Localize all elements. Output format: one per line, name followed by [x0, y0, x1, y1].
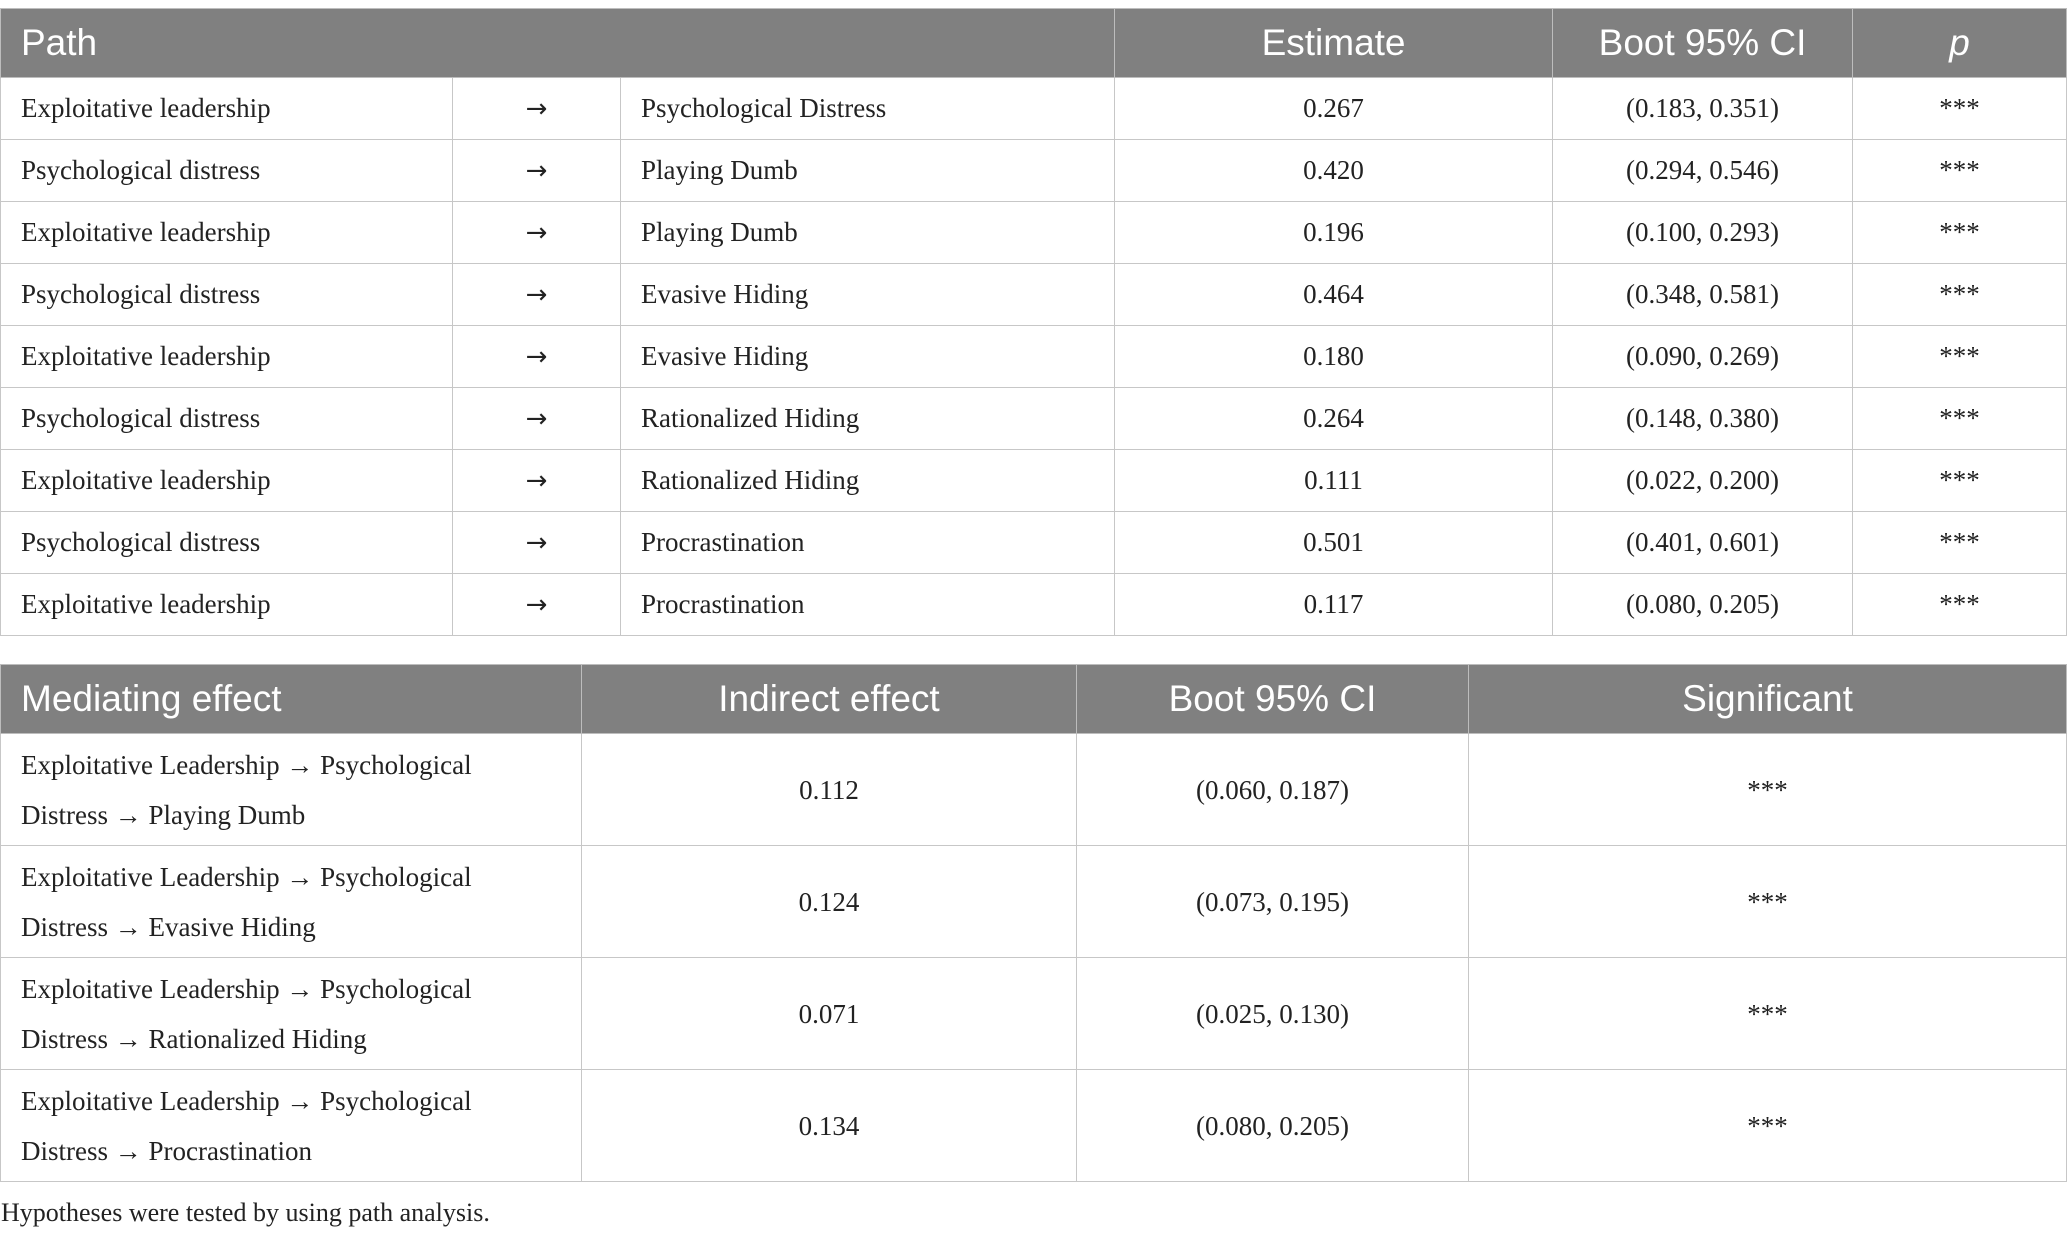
p-value-cell: *** — [1853, 512, 2067, 574]
path-to-cell: Procrastination — [621, 574, 1115, 636]
path-arrow-cell: → — [453, 78, 621, 140]
path-to-cell: Psychological Distress — [621, 78, 1115, 140]
path-arrow-cell: → — [453, 450, 621, 512]
p-value-cell: *** — [1853, 388, 2067, 450]
indirect-effect-cell: 0.124 — [582, 846, 1077, 958]
significant-cell: *** — [1469, 734, 2067, 846]
path-arrow-cell: → — [453, 140, 621, 202]
boot-ci-cell: (0.401, 0.601) — [1553, 512, 1853, 574]
header-boot-ci: Boot 95% CI — [1077, 665, 1469, 734]
path-arrow-cell: → — [453, 512, 621, 574]
path-arrow-cell: → — [453, 326, 621, 388]
estimate-cell: 0.196 — [1115, 202, 1553, 264]
path-from-cell: Exploitative leadership — [1, 574, 453, 636]
mediating-effect-cell: Exploitative Leadership → Psychological Distress → Playing Dumb — [1, 734, 582, 846]
header-indirect-effect: Indirect effect — [582, 665, 1077, 734]
table-row — [1, 264, 2067, 326]
indirect-effect-cell: 0.071 — [582, 958, 1077, 1070]
path-from-cell: Exploitative leadership — [1, 450, 453, 512]
path-to-cell: Evasive Hiding — [621, 326, 1115, 388]
significant-cell: *** — [1469, 958, 2067, 1070]
table-row — [1, 574, 2067, 636]
table-row — [1, 1070, 2067, 1182]
path-from-cell: Exploitative leadership — [1, 78, 453, 140]
path-from-cell: Exploitative leadership — [1, 202, 453, 264]
estimate-cell: 0.117 — [1115, 574, 1553, 636]
boot-ci-cell: (0.348, 0.581) — [1553, 264, 1853, 326]
p-value-cell: *** — [1853, 450, 2067, 512]
p-value-cell: *** — [1853, 326, 2067, 388]
path-arrow-cell: → — [453, 202, 621, 264]
boot-ci-cell: (0.148, 0.380) — [1553, 388, 1853, 450]
boot-ci-cell: (0.080, 0.205) — [1553, 574, 1853, 636]
mediating-effect-cell: Exploitative Leadership → Psychological Distress → Evasive Hiding — [1, 846, 582, 958]
boot-ci-cell: (0.183, 0.351) — [1553, 78, 1853, 140]
p-value-cell: *** — [1853, 264, 2067, 326]
path-to-cell: Rationalized Hiding — [621, 388, 1115, 450]
path-arrow-cell: → — [453, 264, 621, 326]
table-row — [1, 140, 2067, 202]
header-mediating-effect: Mediating effect — [1, 665, 582, 734]
path-to-cell: Evasive Hiding — [621, 264, 1115, 326]
header-path: Path — [1, 9, 1115, 78]
boot-ci-cell: (0.022, 0.200) — [1553, 450, 1853, 512]
boot-ci-cell: (0.073, 0.195) — [1077, 846, 1469, 958]
path-from-cell: Psychological distress — [1, 388, 453, 450]
path-coefficients-table — [0, 8, 2067, 636]
indirect-effect-cell: 0.112 — [582, 734, 1077, 846]
table-row — [1, 78, 2067, 140]
header-significant: Significant — [1469, 665, 2067, 734]
table-row — [1, 958, 2067, 1070]
p-value-cell: *** — [1853, 202, 2067, 264]
path-to-cell: Procrastination — [621, 512, 1115, 574]
table-footnote: Hypotheses were tested by using path analysis. — [1, 1198, 490, 1227]
path-from-cell: Exploitative leadership — [1, 326, 453, 388]
header-boot-ci: Boot 95% CI — [1553, 9, 1853, 78]
header-row — [1, 665, 2067, 734]
table-row — [1, 202, 2067, 264]
estimate-cell: 0.264 — [1115, 388, 1553, 450]
path-to-cell: Playing Dumb — [621, 202, 1115, 264]
estimate-cell: 0.420 — [1115, 140, 1553, 202]
path-from-cell: Psychological distress — [1, 512, 453, 574]
mediating-effects-table — [0, 664, 2067, 1182]
path-from-cell: Psychological distress — [1, 140, 453, 202]
estimate-cell: 0.464 — [1115, 264, 1553, 326]
path-arrow-cell: → — [453, 574, 621, 636]
significant-cell: *** — [1469, 846, 2067, 958]
path-from-cell: Psychological distress — [1, 264, 453, 326]
path-arrow-cell: → — [453, 388, 621, 450]
estimate-cell: 0.180 — [1115, 326, 1553, 388]
estimate-cell: 0.111 — [1115, 450, 1553, 512]
mediating-effect-cell: Exploitative Leadership → Psychological Distress → Rationalized Hiding — [1, 958, 582, 1070]
estimate-cell: 0.267 — [1115, 78, 1553, 140]
header-p: p — [1853, 9, 2067, 78]
boot-ci-cell: (0.080, 0.205) — [1077, 1070, 1469, 1182]
significant-cell: *** — [1469, 1070, 2067, 1182]
table-row — [1, 846, 2067, 958]
header-row — [1, 9, 2067, 78]
table-row — [1, 450, 2067, 512]
boot-ci-cell: (0.025, 0.130) — [1077, 958, 1469, 1070]
estimate-cell: 0.501 — [1115, 512, 1553, 574]
header-estimate: Estimate — [1115, 9, 1553, 78]
table-row — [1, 734, 2067, 846]
table-row — [1, 512, 2067, 574]
table-row — [1, 388, 2067, 450]
path-to-cell: Playing Dumb — [621, 140, 1115, 202]
table-row — [1, 326, 2067, 388]
p-value-cell: *** — [1853, 78, 2067, 140]
p-value-cell: *** — [1853, 574, 2067, 636]
mediating-effect-cell: Exploitative Leadership → Psychological Distress → Procrastination — [1, 1070, 582, 1182]
tables-page — [0, 8, 2066, 1228]
path-to-cell: Rationalized Hiding — [621, 450, 1115, 512]
indirect-effect-cell: 0.134 — [582, 1070, 1077, 1182]
p-value-cell: *** — [1853, 140, 2067, 202]
boot-ci-cell: (0.100, 0.293) — [1553, 202, 1853, 264]
boot-ci-cell: (0.294, 0.546) — [1553, 140, 1853, 202]
boot-ci-cell: (0.090, 0.269) — [1553, 326, 1853, 388]
boot-ci-cell: (0.060, 0.187) — [1077, 734, 1469, 846]
